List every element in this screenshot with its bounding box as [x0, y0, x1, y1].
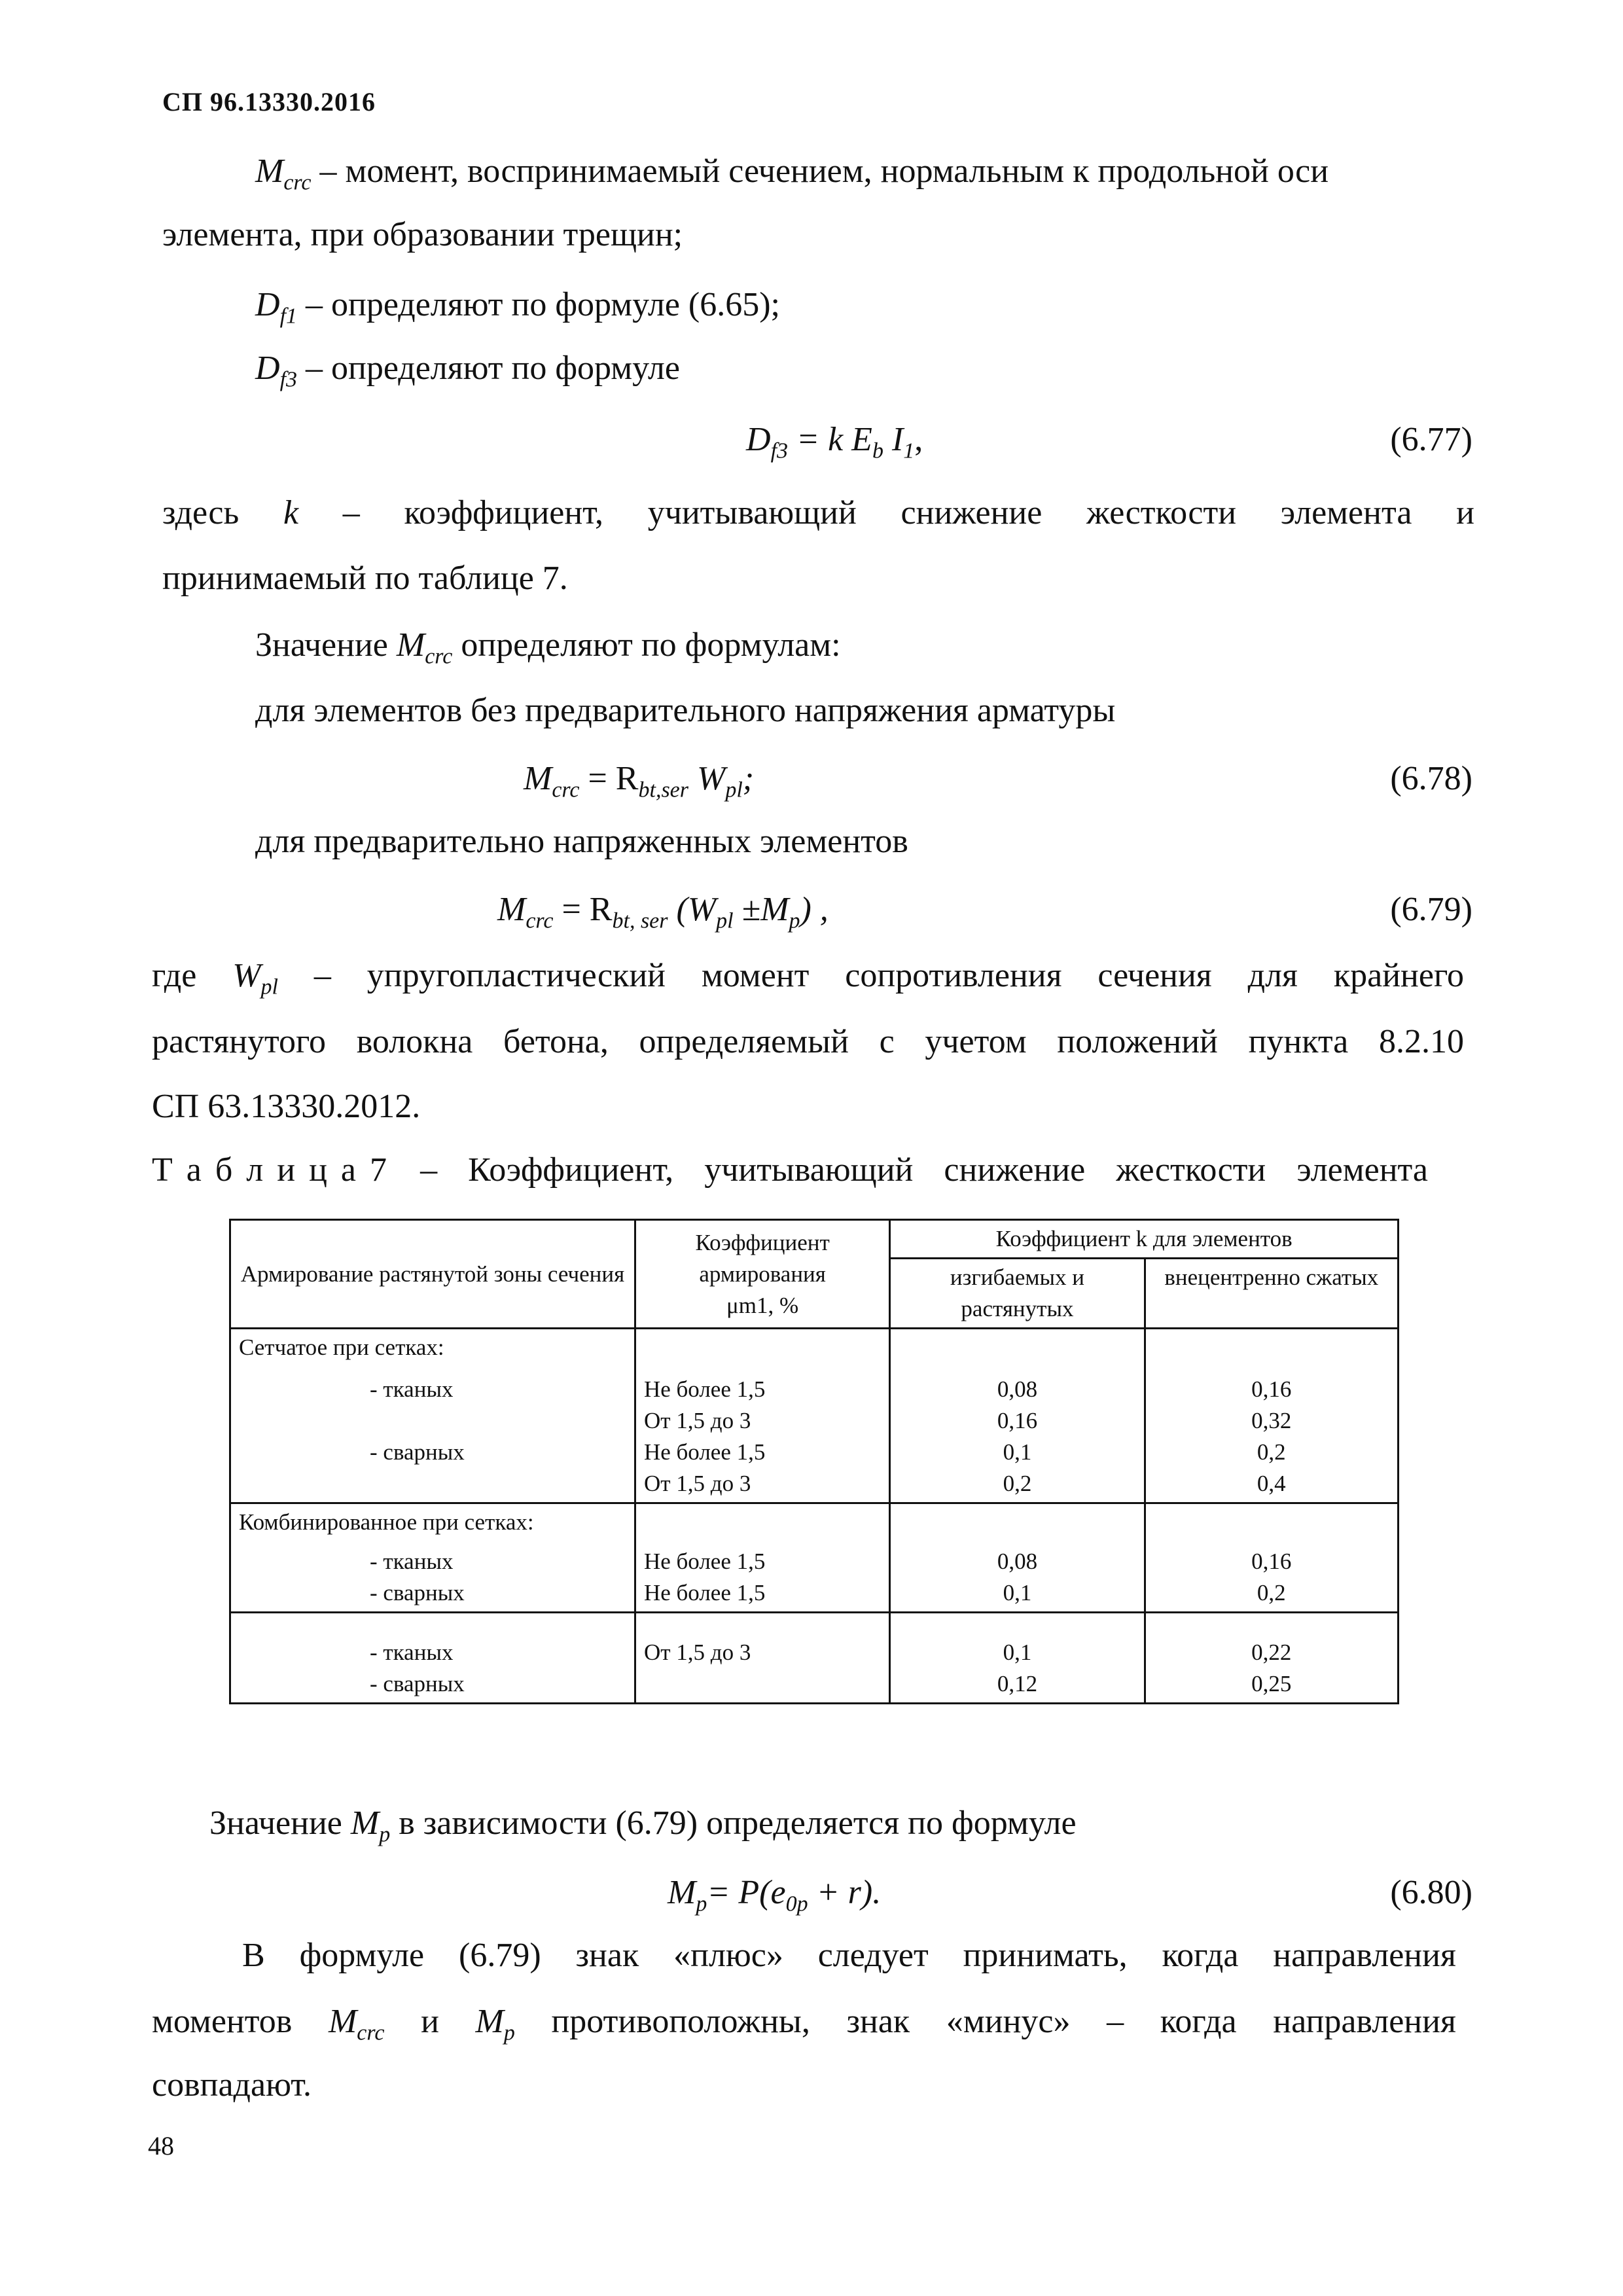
formula-subscript: 1 [903, 439, 915, 463]
word: направления [1273, 1937, 1456, 1974]
word: определяемый [639, 1023, 849, 1060]
table-label: Т а б л и ц а 7 [152, 1151, 389, 1189]
word: момент [701, 957, 810, 994]
formula-subscript: pl [716, 908, 734, 933]
document-code: СП 96.13330.2016 [162, 87, 376, 117]
cell-ratio [635, 1503, 889, 1613]
cell-reinforcement [230, 1503, 635, 1613]
text-line-5 [162, 496, 1474, 530]
k-bending: 0,12 [997, 1671, 1038, 1696]
word: – [1107, 2003, 1124, 2040]
word: снижение [944, 1151, 1086, 1189]
mesh-type: - сварных [370, 1671, 465, 1696]
formula-part: I [883, 421, 904, 458]
table-caption [152, 1153, 1428, 1187]
header-ratio [635, 1220, 889, 1329]
word: «плюс» [673, 1937, 783, 1974]
word: направления [1273, 2003, 1456, 2040]
word: В [242, 1937, 265, 1974]
word: сечения [1097, 957, 1212, 994]
mesh-type: - тканых [370, 1549, 454, 1574]
word: (6.79) [459, 1937, 541, 1974]
word: растянутого [152, 1023, 327, 1060]
header-ratio-unit: μm1, % [726, 1292, 799, 1318]
formula-6-77 [746, 420, 923, 463]
page-number: 48 [148, 2131, 174, 2161]
word: элемента [1280, 494, 1412, 531]
symbol-m: M [350, 1804, 380, 1842]
formula-subscript: b [872, 439, 883, 463]
word: – [313, 957, 331, 994]
subscript-p: p [379, 1822, 391, 1847]
equation-number-6-78: (6.78) [1390, 760, 1472, 797]
word: 8.2.10 [1378, 1023, 1464, 1060]
text-fragment: – момент, воспринимаемый сечением, нормальным к продольной оси [311, 152, 1329, 190]
symbol-m: M [475, 2003, 504, 2040]
table-header-row-1 [230, 1220, 1399, 1259]
header-bending: изгибаемых и растянутых [890, 1259, 1145, 1329]
word: элемента [1296, 1151, 1428, 1189]
formula-part: ±M [733, 891, 789, 928]
mesh-type: - тканых [370, 1376, 454, 1402]
word: и [1456, 494, 1474, 531]
formula-subscript: p [789, 908, 800, 933]
word: сопротивления [845, 957, 1062, 994]
word: учитывающий [704, 1151, 914, 1189]
formula-subscript: bt, ser [612, 908, 668, 933]
word: учетом [925, 1023, 1027, 1060]
group-title: Комбинированное при сетках: [239, 1509, 534, 1535]
formula-subscript: f3 [770, 439, 789, 463]
k-eccentric: 0,25 [1251, 1671, 1292, 1696]
cell-k-eccentric [1145, 1329, 1398, 1503]
header-ratio-label: Коэффициент армирования [695, 1229, 830, 1287]
ratio-value: Не более 1,5 [643, 1376, 766, 1402]
text-line-8: для элементов без предварительного напряжения арматуры [255, 692, 1116, 729]
text-line-6: принимаемый по таблице 7. [162, 560, 568, 597]
word: моментов [152, 2003, 293, 2040]
word: жесткости [1086, 494, 1237, 531]
text-line-3 [255, 288, 780, 333]
header-eccentric: внецентренно сжатых [1145, 1259, 1398, 1329]
k-bending: 0,08 [997, 1376, 1038, 1402]
word: когда [1162, 1937, 1239, 1974]
k-eccentric: 0,16 [1251, 1376, 1292, 1402]
text-line-12: СП 63.13330.2012. [152, 1088, 421, 1125]
formula-6-79 [497, 890, 829, 933]
word: снижение [901, 494, 1043, 531]
equation-number-6-77: (6.77) [1390, 421, 1472, 458]
text-line-10 [152, 959, 1464, 1004]
text-line-after-2 [242, 1939, 1456, 1973]
subscript-f3: f3 [279, 367, 298, 392]
word: формуле [299, 1937, 425, 1974]
formula-part: M [668, 1874, 696, 1911]
ratio-value: От 1,5 до 3 [643, 1640, 751, 1665]
text-fragment: – определяют по формуле [297, 350, 680, 387]
word: здесь [162, 494, 240, 531]
word: – [420, 1151, 438, 1189]
formula-part: + r). [808, 1874, 882, 1911]
mesh-type: - сварных [370, 1580, 465, 1605]
word: где [152, 957, 197, 994]
subscript-crc: crc [357, 2020, 385, 2045]
ratio-value: Не более 1,5 [643, 1549, 766, 1574]
subscript-pl: pl [260, 975, 278, 999]
equation-number-6-80: (6.80) [1390, 1874, 1472, 1911]
word: бетона, [503, 1023, 609, 1060]
symbol-d: D [255, 286, 280, 323]
text-line-after-1 [209, 1806, 1077, 1852]
table-row [230, 1503, 1399, 1613]
word: учитывающий [647, 494, 857, 531]
formula-part: (W [668, 891, 717, 928]
word: принимать, [963, 1937, 1128, 1974]
text-line-1 [255, 154, 1329, 200]
word: с [879, 1023, 895, 1060]
k-eccentric: 0,4 [1257, 1471, 1286, 1496]
cell-k-eccentric [1145, 1613, 1398, 1704]
cell-k-bending [890, 1613, 1145, 1704]
ratio-value: От 1,5 до 3 [643, 1408, 751, 1433]
word: следует [817, 1937, 929, 1974]
cell-reinforcement [230, 1613, 635, 1704]
mesh-type [239, 1468, 626, 1499]
symbol-w: W [232, 957, 261, 994]
text-line-after-3 [152, 2005, 1456, 2050]
k-eccentric: 0,22 [1251, 1640, 1292, 1665]
k-bending: 0,08 [997, 1549, 1038, 1574]
k-eccentric: 0,2 [1257, 1580, 1286, 1605]
formula-6-80 [668, 1873, 881, 1916]
text-fragment: Значение [255, 626, 397, 664]
formula-part: ) , [800, 891, 829, 928]
mesh-type: - тканых [370, 1640, 454, 1665]
text-line-7 [255, 628, 841, 673]
word: «минус» [946, 2003, 1071, 2040]
formula-subscript: p [696, 1892, 707, 1916]
ratio-value: От 1,5 до 3 [643, 1471, 751, 1496]
word: крайнего [1333, 957, 1464, 994]
formula-subscript: 0p [785, 1892, 808, 1916]
formula-part: = R [579, 760, 639, 797]
word: противоположны, [551, 2003, 810, 2040]
formula-part: M [497, 891, 526, 928]
k-bending: 0,1 [1003, 1640, 1032, 1665]
word: знак [846, 2003, 910, 2040]
table-row [230, 1613, 1399, 1704]
equation-number-6-79: (6.79) [1390, 891, 1472, 928]
symbol-m: M [255, 152, 284, 190]
k-bending: 0,1 [1003, 1580, 1032, 1605]
header-coefficient-group: Коэффициент k для элементов [890, 1220, 1399, 1259]
k-eccentric: 0,2 [1257, 1439, 1286, 1465]
symbol-m: M [396, 626, 425, 664]
text-line-4 [255, 351, 680, 397]
symbol-d: D [255, 350, 280, 387]
text-fragment: – определяют по формуле (6.65); [297, 286, 780, 323]
ratio-value: Не более 1,5 [643, 1439, 766, 1465]
symbol-m: M [328, 2003, 357, 2040]
mesh-type: - сварных [370, 1439, 465, 1465]
word: – [342, 494, 360, 531]
cell-k-bending [890, 1329, 1145, 1503]
text-fragment: в зависимости (6.79) определяется по формуле [390, 1804, 1077, 1842]
k-bending: 0,16 [997, 1408, 1038, 1433]
formula-subscript: pl [725, 778, 743, 802]
word: знак [575, 1937, 639, 1974]
word: волокна [356, 1023, 473, 1060]
cell-ratio [635, 1613, 889, 1704]
formula-part: , [914, 421, 923, 458]
formula-part: = R [553, 891, 613, 928]
word: для [1247, 957, 1298, 994]
ratio-value: Не более 1,5 [643, 1580, 766, 1605]
word: положений [1057, 1023, 1218, 1060]
text-line-11 [152, 1025, 1464, 1059]
formula-6-78 [524, 759, 754, 802]
cell-reinforcement [230, 1329, 635, 1503]
k-eccentric: 0,16 [1251, 1549, 1292, 1574]
subscript-crc: crc [425, 644, 453, 669]
text-fragment: определяют по формулам: [452, 626, 841, 664]
formula-subscript: bt,ser [638, 778, 688, 802]
cell-k-bending [890, 1503, 1145, 1613]
table-row [230, 1329, 1399, 1503]
subscript-f1: f1 [279, 304, 298, 329]
cell-ratio [635, 1329, 889, 1503]
word: жесткости [1116, 1151, 1266, 1189]
word: упругопластический [366, 957, 666, 994]
word: пункта [1248, 1023, 1349, 1060]
formula-part: D [746, 421, 771, 458]
symbol-k: k [283, 494, 299, 531]
k-bending: 0,1 [1003, 1439, 1032, 1465]
subscript-p: p [503, 2020, 515, 2045]
header-reinforcement: Армирование растянутой зоны сечения [230, 1220, 635, 1329]
subscript-crc: crc [283, 170, 312, 195]
word: когда [1160, 2003, 1237, 2040]
coefficient-table [229, 1219, 1399, 1704]
text-line-2: элемента, при образовании трещин; [162, 216, 683, 253]
formula-part: W [688, 760, 726, 797]
word: и [421, 2003, 439, 2040]
formula-part: = k E [796, 421, 872, 458]
formula-part: ; [742, 760, 755, 797]
cell-k-eccentric [1145, 1503, 1398, 1613]
group-title: Сетчатое при сетках: [239, 1335, 444, 1360]
word: Коэффициент, [468, 1151, 674, 1189]
ratio-value [644, 1668, 881, 1700]
table-body [230, 1329, 1399, 1704]
formula-part: = P(e [707, 1874, 786, 1911]
text-fragment: Значение [209, 1804, 351, 1842]
word: коэффициент, [404, 494, 603, 531]
text-line-after-4: совпадают. [152, 2066, 312, 2104]
formula-subscript: crc [552, 778, 580, 802]
formula-subscript: crc [526, 908, 554, 933]
mesh-type [239, 1405, 626, 1437]
k-eccentric: 0,32 [1251, 1408, 1292, 1433]
formula-part: M [524, 760, 552, 797]
text-line-9: для предварительно напряженных элементов [255, 823, 908, 860]
k-bending: 0,2 [1003, 1471, 1032, 1496]
